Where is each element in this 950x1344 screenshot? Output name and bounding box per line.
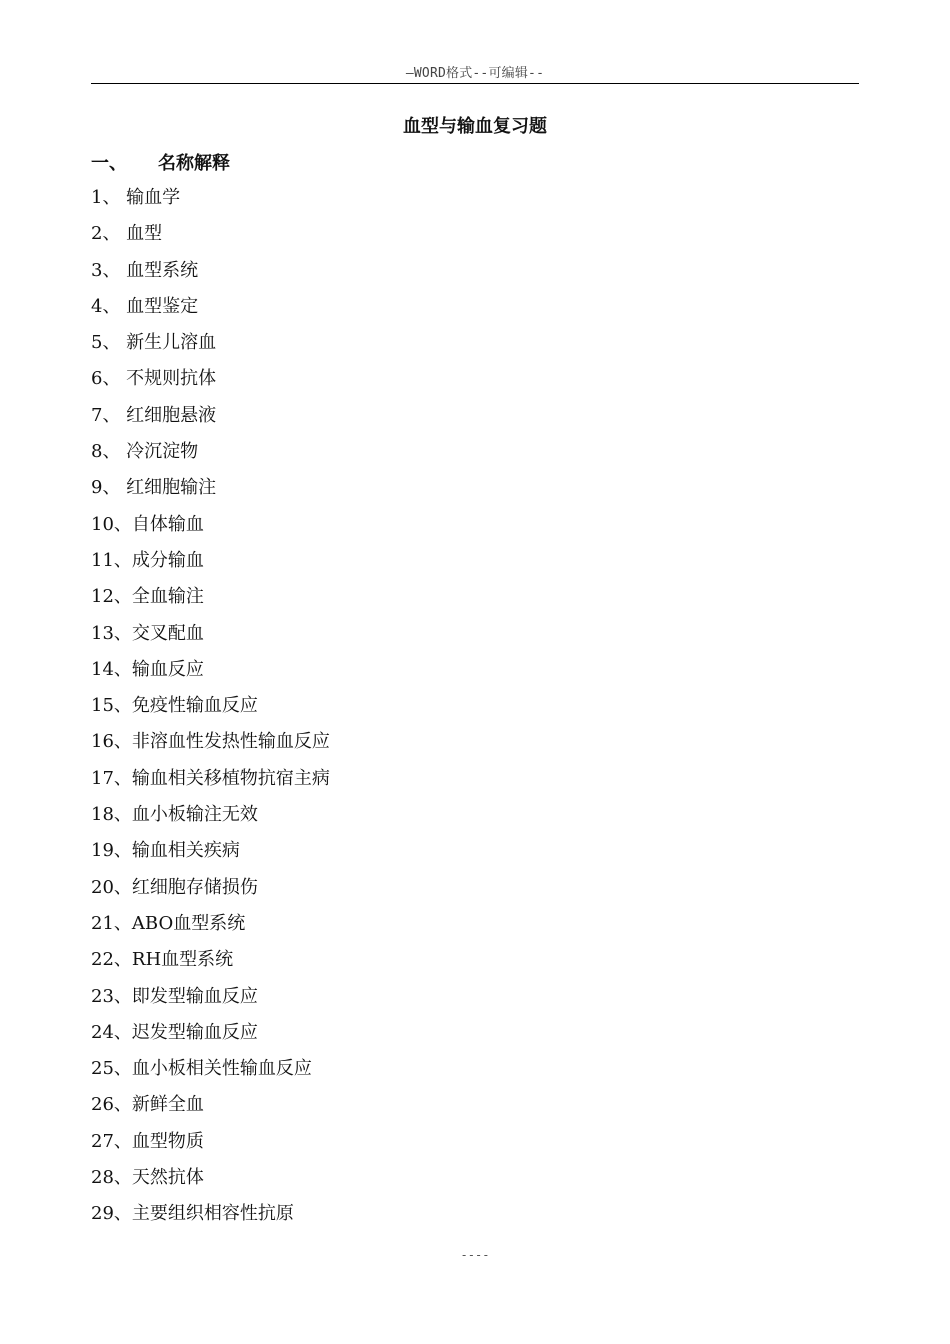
list-item: 21、ABO血型系统	[91, 912, 246, 934]
list-item: 18、血小板输注无效	[91, 804, 258, 826]
list-item: 17、输血相关移植物抗宿主病	[91, 767, 330, 789]
list-item: 23、即发型输血反应	[91, 985, 258, 1007]
list-item: 5、 新生儿溶血	[91, 332, 217, 354]
list-item: 10、自体输血	[91, 513, 204, 535]
header-rule	[91, 83, 859, 84]
list-item: 8、 冷沉淀物	[91, 441, 199, 463]
list-item: 15、免疫性输血反应	[91, 695, 258, 717]
list-item: 16、非溶血性发热性输血反应	[91, 731, 330, 753]
list-item: 12、全血输注	[91, 586, 204, 608]
page-header: —WORD格式--可编辑--	[405, 66, 545, 81]
list-item: 13、交叉配血	[91, 622, 204, 644]
list-item: 20、红细胞存储损伤	[91, 876, 258, 898]
list-item: 1、 输血学	[91, 187, 181, 208]
list-item: 14、输血反应	[91, 658, 204, 680]
list-item: 2、 血型	[91, 223, 163, 245]
term-list	[91, 180, 330, 1233]
list-item: 6、 不规则抗体	[91, 368, 217, 390]
list-item: 28、天然抗体	[91, 1167, 204, 1189]
page-footer: ----	[460, 1248, 490, 1262]
section-label: 名称解释	[158, 153, 230, 174]
list-item: 26、新鲜全血	[91, 1094, 204, 1116]
list-item: 27、血型物质	[91, 1130, 204, 1152]
list-item: 22、RH血型系统	[91, 949, 234, 971]
list-item: 9、 红细胞输注	[91, 477, 217, 499]
list-item: 3、 血型系统	[91, 259, 199, 281]
list-item: 25、血小板相关性输血反应	[91, 1058, 312, 1080]
list-item: 4、 血型鉴定	[91, 295, 199, 317]
list-item: 24、迟发型输血反应	[91, 1021, 258, 1043]
document-title: 血型与输血复习题	[403, 116, 547, 137]
section-number: 一、	[91, 153, 127, 174]
section-heading	[91, 148, 230, 176]
list-item: 29、主要组织相容性抗原	[91, 1203, 294, 1225]
list-item: 7、 红细胞悬液	[91, 404, 217, 426]
list-item: 11、成分输血	[91, 549, 204, 571]
list-item: 19、输血相关疾病	[91, 840, 240, 862]
